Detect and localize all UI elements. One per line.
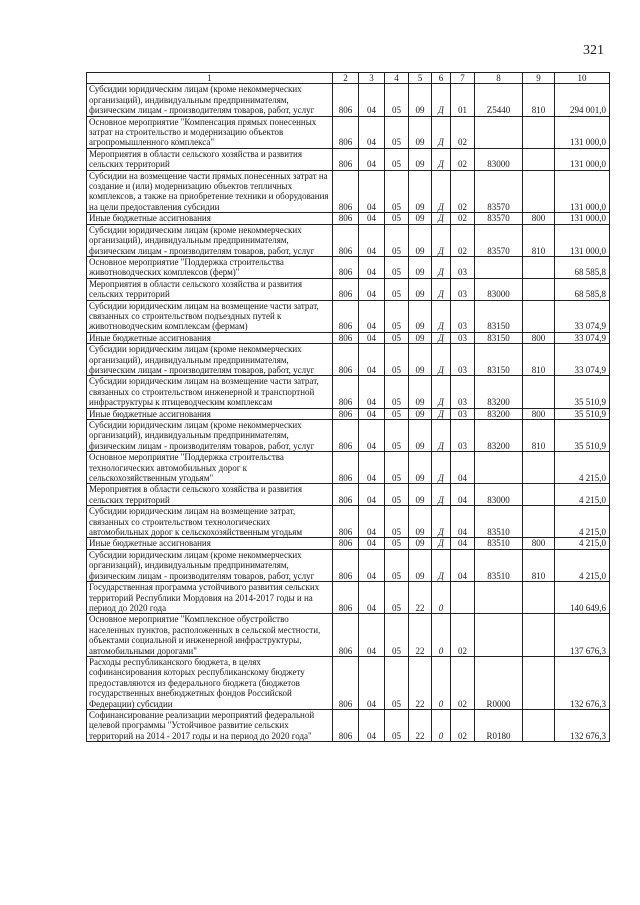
row-code-c6: Д (432, 452, 451, 484)
row-code-c3: 04 (359, 278, 385, 300)
row-code-c4: 05 (385, 278, 409, 300)
row-code-c4: 05 (385, 484, 409, 506)
row-description: Субсидии юридическим лицам (кроме некоммерческих организаций), индивидуальным предпринимателям, физическим лицам - производителям товаров, работ, услуг (87, 420, 333, 452)
table-row (87, 148, 610, 170)
row-code-c9 (523, 256, 555, 278)
row-code-c4: 05 (385, 506, 409, 538)
row-code-c6: Д (432, 376, 451, 408)
row-code-c2: 806 (333, 344, 359, 376)
row-code-c5: 09 (409, 332, 432, 343)
row-code-c8: 83510 (475, 506, 523, 538)
row-code-c6: 0 (432, 614, 451, 657)
row-amount: 33 074,9 (555, 332, 610, 343)
column-header-4: 4 (385, 73, 409, 84)
row-code-c4: 05 (385, 224, 409, 256)
row-code-c4: 05 (385, 538, 409, 549)
row-code-c7: 03 (451, 332, 475, 343)
row-description: Государственная программа устойчивого развития сельских территорий Республики Мордовия на 2014-2017 годы и на период до 2020 года (87, 582, 333, 614)
row-code-c7: 03 (451, 376, 475, 408)
row-code-c8: 83570 (475, 213, 523, 224)
row-code-c6: Д (432, 420, 451, 452)
table-row (87, 256, 610, 278)
row-code-c5: 22 (409, 614, 432, 657)
column-header-10: 10 (555, 73, 610, 84)
row-code-c9 (523, 376, 555, 408)
row-amount: 131 000,0 (555, 148, 610, 170)
row-code-c4: 05 (385, 614, 409, 657)
row-amount: 131 000,0 (555, 170, 610, 213)
row-code-c7: 02 (451, 614, 475, 657)
row-code-c6: Д (432, 170, 451, 213)
table-row (87, 506, 610, 538)
row-code-c2: 806 (333, 538, 359, 549)
row-code-c7: 03 (451, 300, 475, 332)
row-amount: 4 215,0 (555, 506, 610, 538)
row-code-c4: 05 (385, 116, 409, 148)
row-description: Субсидии юридическим лицам (кроме некоммерческих организаций), индивидуальным предпринимателям, физическим лицам - производителям товаров, работ, услуг (87, 344, 333, 376)
row-code-c2: 806 (333, 170, 359, 213)
row-code-c7: 03 (451, 420, 475, 452)
page-number: 321 (583, 43, 604, 58)
row-code-c7: 03 (451, 344, 475, 376)
row-code-c6: Д (432, 278, 451, 300)
row-code-c6: 0 (432, 582, 451, 614)
row-code-c8: 83150 (475, 332, 523, 343)
row-description: Субсидии юридическим лицам (кроме некоммерческих организаций), индивидуальным предпринимателям, физическим лицам - производителям товаров, работ, услуг (87, 549, 333, 581)
row-amount: 35 510,9 (555, 408, 610, 419)
row-code-c7: 02 (451, 148, 475, 170)
row-amount: 4 215,0 (555, 484, 610, 506)
row-code-c4: 05 (385, 344, 409, 376)
row-code-c8: 83200 (475, 408, 523, 419)
table-row (87, 300, 610, 332)
row-code-c2: 806 (333, 300, 359, 332)
table-row (87, 170, 610, 213)
row-code-c8 (475, 256, 523, 278)
row-description: Расходы республиканского бюджета, в целях софинансирования которых республиканскому бюджету предоставляются из федерального бюджета (бюджетов государственных внебюджетных фондов Российской Федерации) субсидии (87, 656, 333, 709)
row-code-c7: 03 (451, 256, 475, 278)
table-row (87, 656, 610, 709)
row-code-c3: 04 (359, 148, 385, 170)
table-row (87, 420, 610, 452)
row-code-c4: 05 (385, 452, 409, 484)
row-code-c2: 806 (333, 116, 359, 148)
row-amount: 131 000,0 (555, 116, 610, 148)
row-amount: 33 074,9 (555, 300, 610, 332)
row-description: Софинансирование реализации мероприятий федеральной целевой программы "Устойчивое развитие сельских территорий на 2014 - 2017 годы и на период до 2020 года" (87, 709, 333, 741)
row-code-c3: 04 (359, 344, 385, 376)
row-code-c8 (475, 116, 523, 148)
row-code-c4: 05 (385, 376, 409, 408)
row-code-c2: 806 (333, 709, 359, 741)
row-code-c9: 800 (523, 332, 555, 343)
row-code-c6: Д (432, 344, 451, 376)
row-description: Основное мероприятие "Компенсация прямых понесенных затрат на строительство и модернизацию объектов агропромышленного комплекса" (87, 116, 333, 148)
row-code-c7 (451, 582, 475, 614)
row-code-c3: 04 (359, 376, 385, 408)
row-code-c2: 806 (333, 452, 359, 484)
row-code-c6: 0 (432, 656, 451, 709)
row-code-c5: 09 (409, 278, 432, 300)
table-row (87, 709, 610, 741)
row-code-c3: 04 (359, 452, 385, 484)
row-code-c2: 806 (333, 278, 359, 300)
row-code-c7: 02 (451, 656, 475, 709)
row-description: Субсидии юридическим лицам (кроме некоммерческих организаций), индивидуальным предпринимателям, физическим лицам - производителям товаров, работ, услуг (87, 84, 333, 116)
row-description: Субсидии юридическим лицам на возмещение части затрат, связанных со строительством инженерной и транспортной инфраструктуры к птицеводческим комплексам (87, 376, 333, 408)
row-code-c5: 09 (409, 116, 432, 148)
row-code-c4: 05 (385, 420, 409, 452)
row-code-c7: 02 (451, 213, 475, 224)
row-code-c8: 83510 (475, 549, 523, 581)
row-code-c7: 03 (451, 408, 475, 419)
row-code-c7: 03 (451, 278, 475, 300)
table-row (87, 549, 610, 581)
table-row (87, 224, 610, 256)
row-code-c6: Д (432, 213, 451, 224)
row-code-c3: 04 (359, 420, 385, 452)
row-code-c3: 04 (359, 170, 385, 213)
row-description: Мероприятия в области сельского хозяйства и развития сельских территорий (87, 484, 333, 506)
row-description: Субсидии юридическим лицам на возмещение части затрат, связанных со строительством подъездных путей к животноводческим комплексам (фермам) (87, 300, 333, 332)
row-amount: 131 000,0 (555, 213, 610, 224)
column-header-6: 6 (432, 73, 451, 84)
row-code-c2: 806 (333, 256, 359, 278)
row-amount: 4 215,0 (555, 549, 610, 581)
row-code-c3: 04 (359, 506, 385, 538)
row-code-c9: 810 (523, 420, 555, 452)
row-code-c8: R0180 (475, 709, 523, 741)
row-code-c5: 09 (409, 170, 432, 213)
row-code-c4: 05 (385, 332, 409, 343)
row-code-c6: Д (432, 84, 451, 116)
row-code-c5: 09 (409, 420, 432, 452)
column-header-1: 1 (87, 73, 333, 84)
row-code-c7: 04 (451, 452, 475, 484)
row-code-c2: 806 (333, 582, 359, 614)
row-code-c5: 09 (409, 224, 432, 256)
row-code-c8: 83000 (475, 484, 523, 506)
row-code-c2: 806 (333, 376, 359, 408)
row-description: Иные бюджетные ассигнования (87, 332, 333, 343)
row-amount: 68 585,8 (555, 278, 610, 300)
row-amount: 132 676,3 (555, 656, 610, 709)
row-code-c2: 806 (333, 484, 359, 506)
row-code-c8: 83570 (475, 224, 523, 256)
row-description: Субсидии на возмещение части прямых понесенных затрат на создание и (или) модернизацию объектов тепличных комплексов, а также на приобретение техники и оборудования на цели предоставления субсидии (87, 170, 333, 213)
row-code-c9: 800 (523, 408, 555, 419)
row-code-c3: 04 (359, 549, 385, 581)
row-code-c4: 05 (385, 84, 409, 116)
row-code-c5: 09 (409, 484, 432, 506)
row-amount: 35 510,9 (555, 420, 610, 452)
row-code-c4: 05 (385, 170, 409, 213)
row-code-c8: 83200 (475, 376, 523, 408)
row-code-c8: Z5440 (475, 84, 523, 116)
row-description: Иные бюджетные ассигнования (87, 408, 333, 419)
row-amount: 35 510,9 (555, 376, 610, 408)
table-row (87, 116, 610, 148)
row-code-c2: 806 (333, 420, 359, 452)
row-code-c6: 0 (432, 709, 451, 741)
row-code-c9 (523, 300, 555, 332)
row-code-c2: 806 (333, 84, 359, 116)
row-amount: 4 215,0 (555, 452, 610, 484)
row-code-c9: 800 (523, 538, 555, 549)
row-code-c6: Д (432, 408, 451, 419)
row-code-c4: 05 (385, 148, 409, 170)
table-row (87, 213, 610, 224)
column-header-2: 2 (333, 73, 359, 84)
row-code-c5: 22 (409, 709, 432, 741)
row-code-c7: 02 (451, 709, 475, 741)
row-code-c2: 806 (333, 656, 359, 709)
row-code-c3: 04 (359, 256, 385, 278)
row-description: Основное мероприятие "Поддержка строительства технологических автомобильных дорог к сельскохозяйственным угодьям" (87, 452, 333, 484)
budget-table (86, 72, 610, 742)
row-code-c5: 09 (409, 213, 432, 224)
row-code-c8 (475, 582, 523, 614)
row-code-c9 (523, 484, 555, 506)
row-amount: 33 074,9 (555, 344, 610, 376)
row-code-c7: 04 (451, 538, 475, 549)
row-code-c2: 806 (333, 506, 359, 538)
row-code-c8: 83150 (475, 300, 523, 332)
row-code-c2: 806 (333, 213, 359, 224)
row-code-c3: 04 (359, 614, 385, 657)
row-code-c2: 806 (333, 614, 359, 657)
row-description: Субсидии юридическим лицам на возмещение затрат, связанных со строительством технологических автомобильных дорог к сельскохозяйственным угодьям (87, 506, 333, 538)
row-code-c5: 22 (409, 656, 432, 709)
row-code-c2: 806 (333, 148, 359, 170)
row-code-c9 (523, 656, 555, 709)
table-body (87, 84, 610, 742)
row-code-c6: Д (432, 506, 451, 538)
column-header-9: 9 (523, 73, 555, 84)
row-code-c4: 05 (385, 656, 409, 709)
row-code-c5: 09 (409, 538, 432, 549)
row-code-c8: 83150 (475, 344, 523, 376)
row-code-c2: 806 (333, 224, 359, 256)
column-header-3: 3 (359, 73, 385, 84)
table-row (87, 484, 610, 506)
row-code-c9: 810 (523, 224, 555, 256)
column-header-7: 7 (451, 73, 475, 84)
column-header-5: 5 (409, 73, 432, 84)
row-code-c8 (475, 452, 523, 484)
row-code-c6: Д (432, 484, 451, 506)
header-row (87, 73, 610, 84)
row-code-c9 (523, 170, 555, 213)
table-row (87, 582, 610, 614)
row-code-c6: Д (432, 148, 451, 170)
row-code-c4: 05 (385, 709, 409, 741)
row-code-c6: Д (432, 224, 451, 256)
row-code-c4: 05 (385, 300, 409, 332)
row-code-c5: 09 (409, 506, 432, 538)
row-code-c3: 04 (359, 213, 385, 224)
row-code-c6: Д (432, 300, 451, 332)
row-code-c5: 09 (409, 344, 432, 376)
row-description: Субсидии юридическим лицам (кроме некоммерческих организаций), индивидуальным предпринимателям, физическим лицам - производителям товаров, работ, услуг (87, 224, 333, 256)
row-code-c5: 22 (409, 582, 432, 614)
row-code-c5: 09 (409, 408, 432, 419)
row-code-c7: 04 (451, 484, 475, 506)
row-code-c4: 05 (385, 549, 409, 581)
row-code-c8 (475, 614, 523, 657)
row-description: Основное мероприятие "Поддержка строительства животноводческих комплексов (ферм)" (87, 256, 333, 278)
row-code-c3: 04 (359, 332, 385, 343)
row-code-c6: Д (432, 332, 451, 343)
row-code-c9: 810 (523, 84, 555, 116)
row-code-c3: 04 (359, 656, 385, 709)
row-code-c7: 02 (451, 224, 475, 256)
row-code-c4: 05 (385, 213, 409, 224)
row-code-c6: Д (432, 549, 451, 581)
row-code-c3: 04 (359, 116, 385, 148)
row-code-c5: 09 (409, 452, 432, 484)
table-row (87, 452, 610, 484)
row-code-c7: 01 (451, 84, 475, 116)
row-code-c3: 04 (359, 484, 385, 506)
row-amount: 132 676,3 (555, 709, 610, 741)
row-code-c4: 05 (385, 256, 409, 278)
row-code-c8: 83510 (475, 538, 523, 549)
row-amount: 140 649,6 (555, 582, 610, 614)
row-code-c2: 806 (333, 332, 359, 343)
row-code-c9 (523, 709, 555, 741)
row-amount: 68 585,8 (555, 256, 610, 278)
row-code-c3: 04 (359, 300, 385, 332)
row-code-c9: 800 (523, 213, 555, 224)
row-code-c9 (523, 614, 555, 657)
column-header-8: 8 (475, 73, 523, 84)
row-code-c8: 83570 (475, 170, 523, 213)
row-code-c4: 05 (385, 582, 409, 614)
table-row (87, 344, 610, 376)
row-code-c7: 04 (451, 506, 475, 538)
row-code-c5: 09 (409, 256, 432, 278)
row-code-c6: Д (432, 116, 451, 148)
row-code-c8: R0000 (475, 656, 523, 709)
table-row (87, 408, 610, 419)
row-code-c7: 04 (451, 549, 475, 581)
row-code-c9 (523, 278, 555, 300)
row-code-c8: 83000 (475, 148, 523, 170)
row-code-c9 (523, 452, 555, 484)
row-code-c5: 09 (409, 300, 432, 332)
row-amount: 131 000,0 (555, 224, 610, 256)
row-code-c3: 04 (359, 582, 385, 614)
row-code-c2: 806 (333, 408, 359, 419)
row-code-c5: 09 (409, 376, 432, 408)
row-description: Иные бюджетные ассигнования (87, 213, 333, 224)
row-code-c3: 04 (359, 538, 385, 549)
row-description: Основное мероприятие "Комплексное обустройство населенных пунктов, расположенных в сельской местности, объектами социальной и инженерной инфраструктуры, автомобильными дорогами" (87, 614, 333, 657)
row-code-c5: 09 (409, 148, 432, 170)
row-code-c9 (523, 148, 555, 170)
table-row (87, 376, 610, 408)
row-code-c6: Д (432, 256, 451, 278)
row-amount: 4 215,0 (555, 538, 610, 549)
row-code-c6: Д (432, 538, 451, 549)
row-code-c3: 04 (359, 84, 385, 116)
row-code-c3: 04 (359, 709, 385, 741)
row-code-c3: 04 (359, 408, 385, 419)
row-description: Мероприятия в области сельского хозяйства и развития сельских территорий (87, 148, 333, 170)
row-code-c9: 810 (523, 549, 555, 581)
row-code-c9: 810 (523, 344, 555, 376)
row-description: Мероприятия в области сельского хозяйства и развития сельских территорий (87, 278, 333, 300)
row-amount: 294 001,0 (555, 84, 610, 116)
row-code-c4: 05 (385, 408, 409, 419)
row-code-c5: 09 (409, 84, 432, 116)
row-code-c5: 09 (409, 549, 432, 581)
row-code-c2: 806 (333, 549, 359, 581)
row-code-c9 (523, 506, 555, 538)
table-row (87, 84, 610, 116)
row-code-c9 (523, 116, 555, 148)
table-row (87, 278, 610, 300)
row-code-c7: 02 (451, 116, 475, 148)
row-description: Иные бюджетные ассигнования (87, 538, 333, 549)
row-code-c8: 83200 (475, 420, 523, 452)
table-row (87, 538, 610, 549)
table-row (87, 614, 610, 657)
row-code-c7: 02 (451, 170, 475, 213)
row-code-c8: 83000 (475, 278, 523, 300)
row-code-c9 (523, 582, 555, 614)
table-row (87, 332, 610, 343)
row-amount: 137 676,3 (555, 614, 610, 657)
row-code-c3: 04 (359, 224, 385, 256)
